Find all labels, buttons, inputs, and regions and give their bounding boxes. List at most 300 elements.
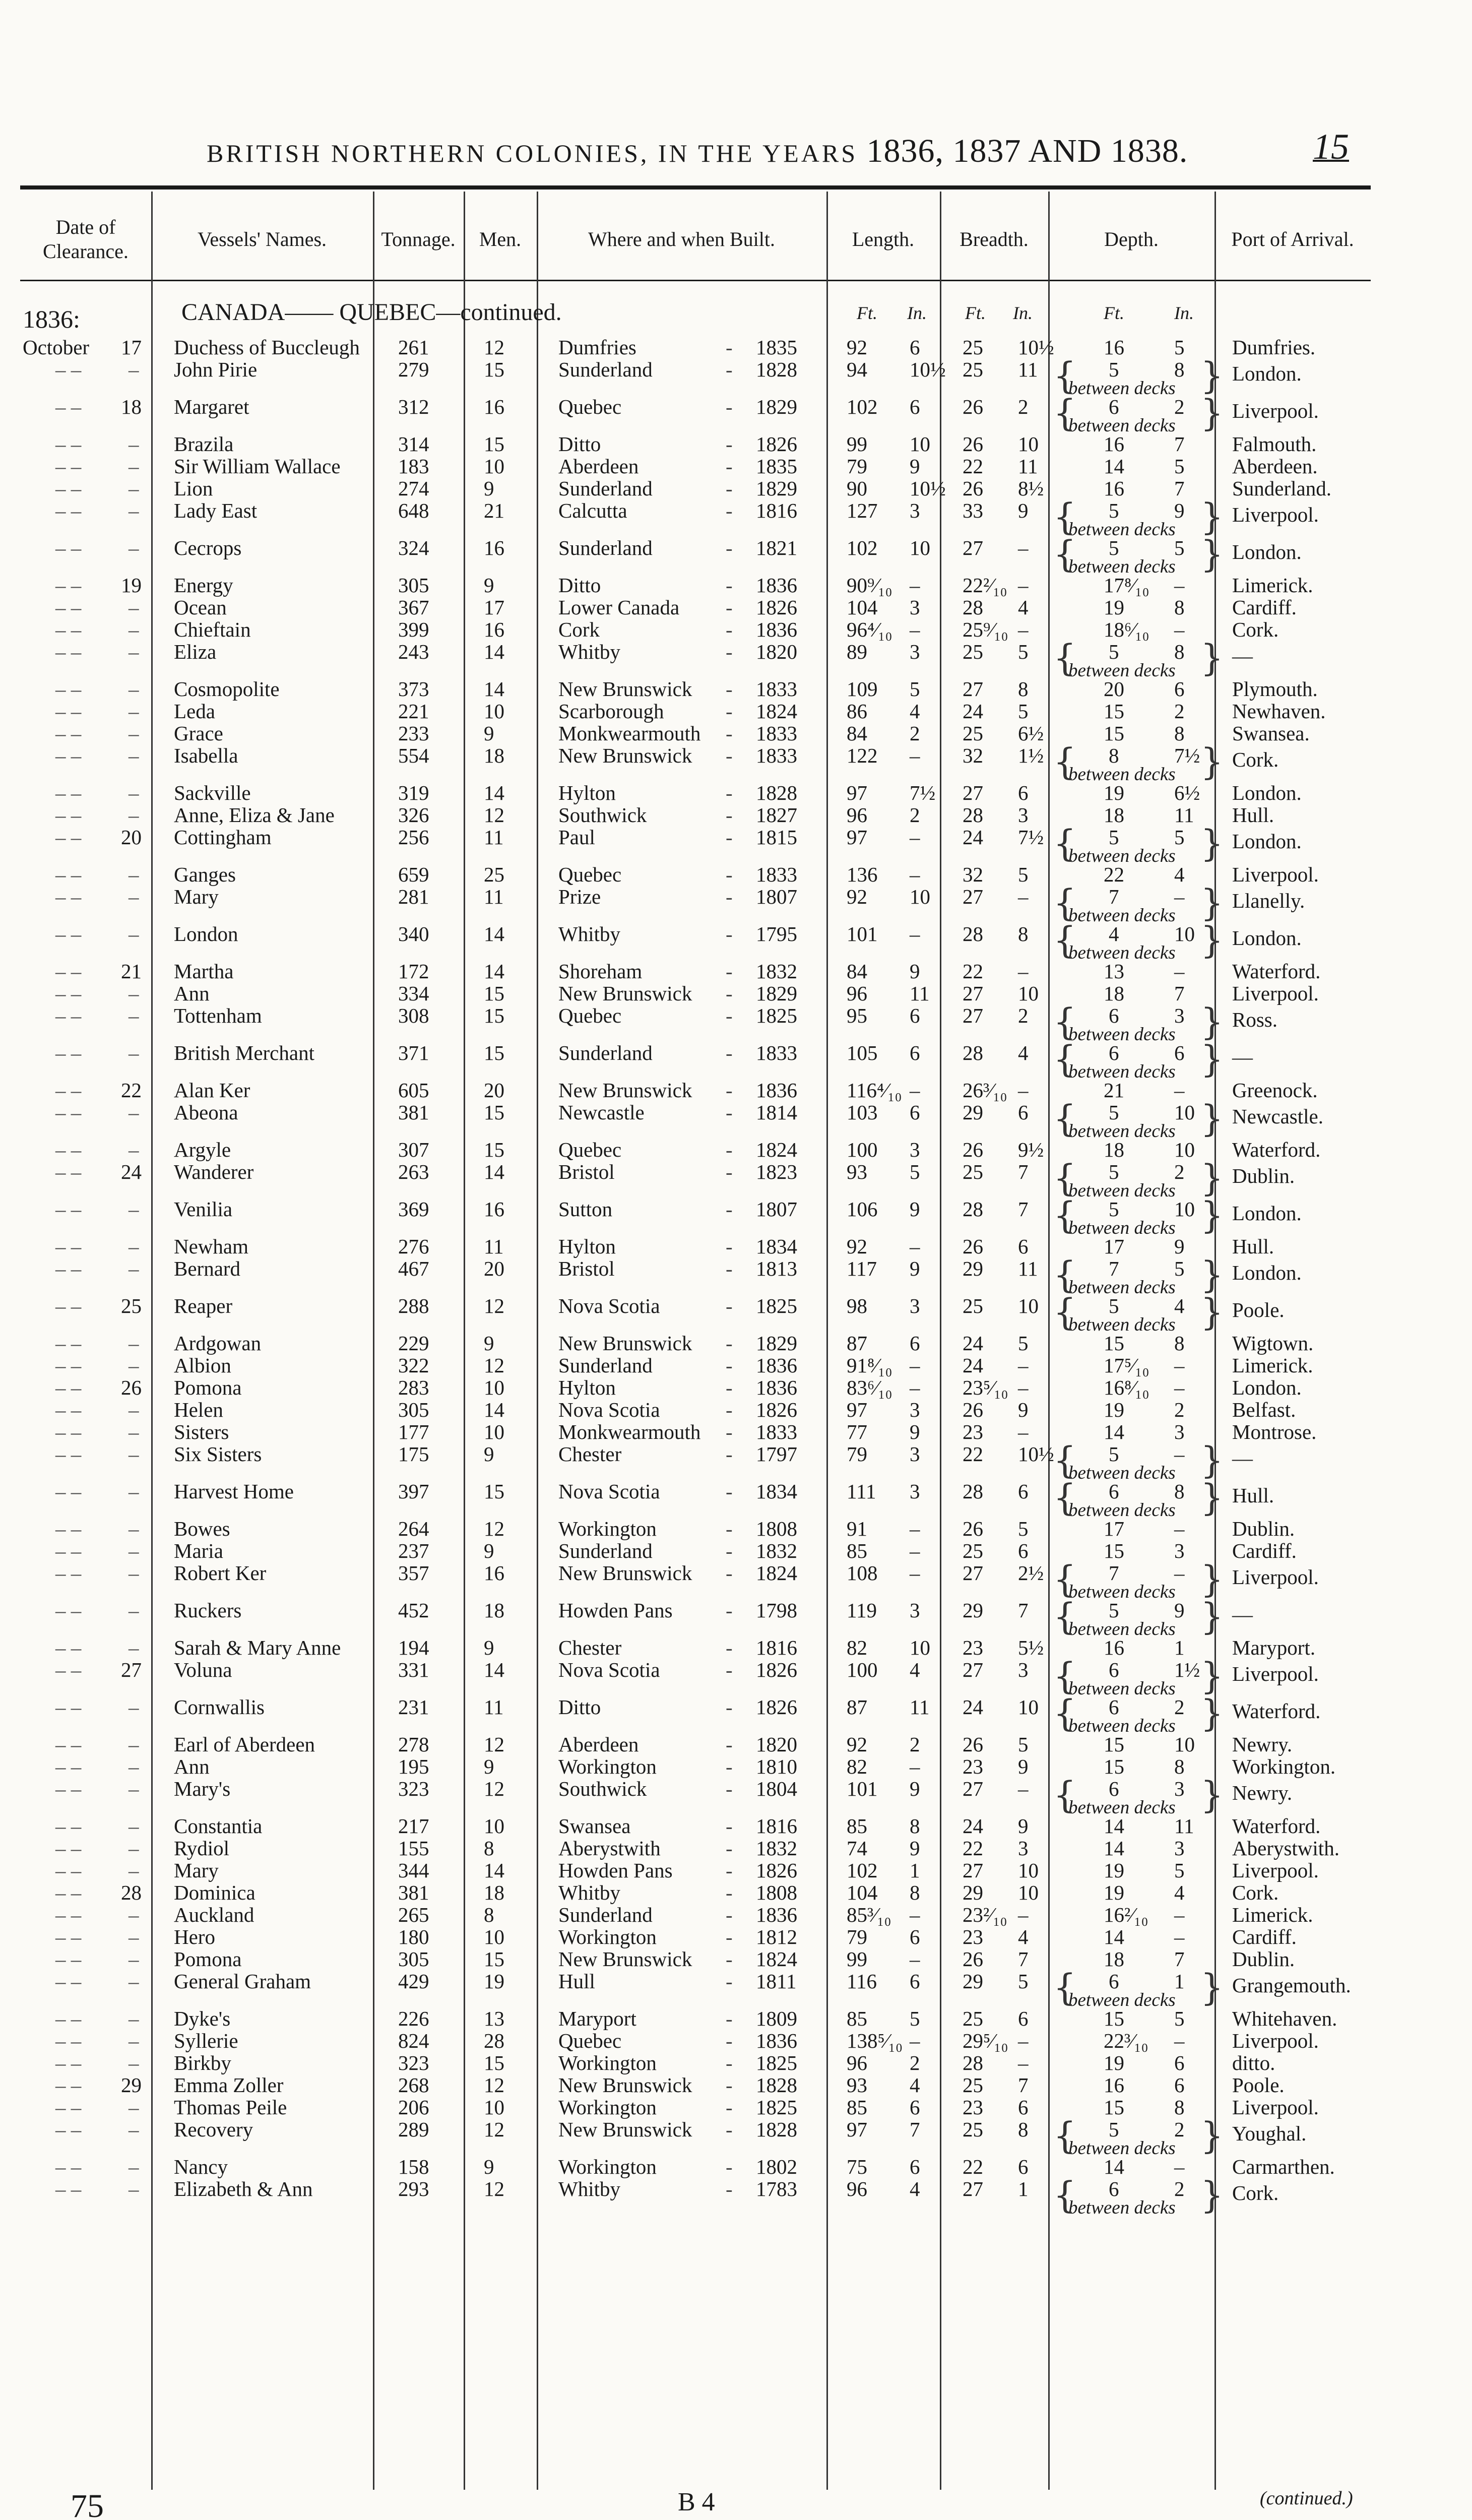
leader-dashes: - [726,1041,733,1064]
vessel-name: Recovery [174,2118,253,2141]
breadth-in: 9 [1018,1814,1029,1838]
ditto-dash: – – [55,2051,82,2074]
crew-count: 14 [484,640,504,663]
between-decks-label: between decks [1068,2138,1176,2159]
leader-dashes: - [726,536,733,559]
depth-ft: 6 [1109,395,1119,418]
depth-ft: 22 [1104,863,1124,886]
depth-in: 1 [1174,1970,1185,1993]
crew-count: 15 [484,432,504,456]
crew-count: 15 [484,982,504,1005]
breadth-ft: 27 [963,1658,983,1681]
depth-ft: 6 [1109,1658,1119,1681]
vessel-name: British Merchant [174,1041,314,1064]
build-year: 1834 [756,1480,797,1503]
build-year: 1816 [756,1636,797,1659]
crew-count: 12 [484,1354,504,1377]
breadth-ft: 24 [963,1354,983,1377]
port-of-arrival: — [1232,1045,1253,1068]
depth-in: 2 [1174,1398,1185,1421]
tonnage: 265 [398,1903,429,1926]
brace-right-icon: } [1200,1692,1224,1734]
build-year: 1835 [756,336,797,359]
breadth-ft: 28 [963,922,983,946]
build-year: 1828 [756,2118,797,2141]
depth-ft: 17 [1104,1235,1124,1258]
length-in: – [910,1079,920,1102]
port-of-arrival: Youghal. [1232,2122,1307,2145]
build-year: 1807 [756,885,797,908]
crew-count: 14 [484,1658,504,1681]
leader-dashes: - [726,677,733,701]
between-decks-label: between decks [1068,660,1176,681]
depth-ft: 8 [1109,744,1119,767]
length-ft: 75 [847,2155,867,2178]
length-in: – [910,1539,920,1562]
breadth-in: 7 [1018,1160,1029,1183]
length-ft: 90⁹⁄₁₀ [847,574,892,597]
breadth-ft: 26 [963,1138,983,1161]
ditto-dash: – – [55,1079,82,1102]
ditto-dash: – – [55,1442,82,1466]
build-place: Whitby [558,640,620,663]
vessel-name: Emma Zoller [174,2073,284,2097]
port-of-arrival: Hull. [1232,1484,1274,1507]
ditto-dash: – [129,744,139,767]
build-year: 1833 [756,677,797,701]
leader-dashes: - [726,2096,733,2119]
vessel-name: Cecrops [174,536,242,559]
ditto-dash: – – [55,781,82,804]
build-year: 1826 [756,1695,797,1719]
vessel-name: Auckland [174,1903,254,1926]
depth-in: – [1174,1376,1185,1399]
build-place: Howden Pans [558,1859,673,1882]
vessel-name: Mary [174,1859,219,1882]
port-of-arrival: Liverpool. [1232,1859,1319,1882]
between-decks-label: between decks [1068,846,1176,866]
crew-count: 14 [484,922,504,946]
build-place: Shoreham [558,960,643,983]
length-in: 9 [910,960,920,983]
breadth-in: 3 [1018,1658,1029,1681]
leader-dashes: - [726,1947,733,1971]
vessel-name: Lady East [174,499,258,522]
length-ft: 108 [847,1561,878,1585]
vessel-name: Grace [174,722,223,745]
crew-count: 10 [484,2096,504,2119]
brace-left-icon: { [1053,495,1076,538]
crew-count: 12 [484,803,504,827]
ditto-dash: – – [55,1517,82,1540]
build-year: 1783 [756,2177,797,2200]
tonnage: 172 [398,960,429,983]
build-year: 1836 [756,1903,797,1926]
port-of-arrival: Cork. [1232,748,1279,771]
port-of-arrival: Liverpool. [1232,399,1319,422]
depth-ft: 15 [1104,1755,1124,1778]
length-ft: 85 [847,1814,867,1838]
build-year: 1825 [756,2051,797,2074]
depth-ft: 15 [1104,2007,1124,2030]
ditto-dash: – [129,1561,139,1585]
ditto-dash: – – [55,1695,82,1719]
breadth-ft: 23⁵⁄₁₀ [963,1376,1008,1399]
leader-dashes: - [726,2155,733,2178]
length-ft: 95 [847,1004,867,1027]
length-ft: 79 [847,1925,867,1948]
breadth-ft: 29⁵⁄₁₀ [963,2029,1008,2052]
ditto-dash: – [129,432,139,456]
build-place: Whitby [558,2177,620,2200]
vessel-name: Thomas Peile [174,2096,287,2119]
length-in: 2 [910,803,920,827]
tonnage: 293 [398,2177,429,2200]
build-year: 1814 [756,1101,797,1124]
port-of-arrival: Falmouth. [1232,432,1317,456]
vessel-name: Elizabeth & Ann [174,2177,313,2200]
ditto-dash: – [129,2118,139,2141]
vessel-name: Cosmopolite [174,677,280,701]
port-of-arrival: — [1232,1446,1253,1470]
breadth-in: – [1018,960,1029,983]
clearance-day: 19 [121,574,142,597]
brace-right-icon: } [1200,1157,1224,1199]
breadth-ft: 32 [963,863,983,886]
length-in: 10 [910,432,930,456]
between-decks-label: between decks [1068,1678,1176,1699]
crew-count: 10 [484,455,504,478]
vessel-name: John Pirie [174,358,258,381]
build-year: 1798 [756,1599,797,1622]
tonnage: 261 [398,336,429,359]
length-in: – [910,618,920,641]
depth-in: 9 [1174,1235,1185,1258]
vessel-name: Six Sisters [174,1442,262,1466]
breadth-ft: 28 [963,2051,983,2074]
port-of-arrival: Ross. [1232,1008,1278,1031]
depth-in: 2 [1174,395,1185,418]
leader-dashes: - [726,395,733,418]
tonnage: 308 [398,1004,429,1027]
length-in: 6 [910,1925,920,1948]
brace-right-icon: } [1200,637,1224,679]
length-ft: 101 [847,922,878,946]
tonnage: 331 [398,1658,429,1681]
length-ft: 85 [847,2007,867,2030]
brace-left-icon: { [1053,2114,1076,2157]
port-of-arrival: Newry. [1232,1781,1293,1804]
depth-in: 6 [1174,1041,1185,1064]
build-place: Sunderland [558,477,653,500]
build-year: 1824 [756,700,797,723]
ditto-dash: – – [55,1599,82,1622]
length-in: – [910,1903,920,1926]
length-in: 3 [910,596,920,619]
length-ft: 99 [847,1947,867,1971]
tonnage: 323 [398,1777,429,1800]
breadth-in: – [1018,1420,1029,1443]
brace-left-icon: { [1053,533,1076,575]
leader-dashes: - [726,1332,733,1355]
breadth-in: 11 [1018,1257,1038,1280]
breadth-ft: 25 [963,722,983,745]
leader-dashes: - [726,1376,733,1399]
title-text: BRITISH NORTHERN COLONIES, IN THE YEARS [207,139,858,167]
length-ft: 100 [847,1138,878,1161]
port-of-arrival: Hull. [1232,1235,1274,1258]
port-of-arrival: Liverpool. [1232,982,1319,1005]
depth-ft: 15 [1104,1539,1124,1562]
length-ft: 103 [847,1101,878,1124]
build-place: Workington [558,2096,657,2119]
tonnage: 659 [398,863,429,886]
brace-left-icon: { [1053,1157,1076,1199]
port-of-arrival: Dublin. [1232,1517,1295,1540]
leader-dashes: - [726,1881,733,1904]
ditto-dash: – – [55,1881,82,1904]
port-of-arrival: Hull. [1232,803,1274,827]
build-year: 1833 [756,863,797,886]
leader-dashes: - [726,826,733,849]
tonnage: 256 [398,826,429,849]
length-in: 9 [910,1198,920,1221]
build-year: 1826 [756,1658,797,1681]
ditto-dash: – – [55,2177,82,2200]
ditto-dash: – [129,1442,139,1466]
crew-count: 15 [484,2051,504,2074]
clearance-month: October [23,336,90,359]
length-in: 3 [910,499,920,522]
depth-in: 2 [1174,2118,1185,2141]
depth-in: 8 [1174,1755,1185,1778]
length-ft: 90 [847,477,867,500]
build-year: 1833 [756,1041,797,1064]
depth-in: 4 [1174,1881,1185,1904]
between-decks-label: between decks [1068,1180,1176,1201]
depth-ft: 15 [1104,1733,1124,1756]
crew-count: 12 [484,2118,504,2141]
breadth-ft: 25 [963,1539,983,1562]
ditto-dash: – [129,1257,139,1280]
depth-ft: 14 [1104,1420,1124,1443]
length-ft: 96⁴⁄₁₀ [847,618,892,641]
length-ft: 101 [847,1777,878,1800]
tonnage: 312 [398,395,429,418]
leader-dashes: - [726,1517,733,1540]
build-place: Sunderland [558,536,653,559]
length-in: 2 [910,722,920,745]
ditto-dash: – – [55,455,82,478]
ditto-dash: – – [55,722,82,745]
build-year: 1820 [756,1733,797,1756]
build-place: Swansea [558,1814,631,1838]
breadth-in: 9 [1018,1398,1029,1421]
leader-dashes: - [726,1636,733,1659]
depth-in: 1½ [1174,1658,1200,1681]
ditto-dash: – – [55,1777,82,1800]
length-in: – [910,863,920,886]
ditto-dash: – [129,1539,139,1562]
ditto-dash: – – [55,1198,82,1221]
build-place: Southwick [558,1777,647,1800]
length-ft: 91 [847,1517,867,1540]
clearance-day: 24 [121,1160,142,1183]
brace-right-icon: } [1200,1038,1224,1080]
breadth-ft: 24 [963,826,983,849]
crew-count: 12 [484,336,504,359]
leader-dashes: - [726,863,733,886]
breadth-in: 5 [1018,1517,1029,1540]
crew-count: 16 [484,1198,504,1221]
build-year: 1824 [756,1561,797,1585]
depth-ft: 14 [1104,1814,1124,1838]
breadth-ft: 23 [963,1636,983,1659]
length-in: 3 [910,1442,920,1466]
between-decks-label: between decks [1068,1463,1176,1483]
port-of-arrival: Newry. [1232,1733,1293,1756]
breadth-ft: 29 [963,1970,983,1993]
breadth-ft: 24 [963,1814,983,1838]
ditto-dash: – [129,1599,139,1622]
breadth-in: 8 [1018,922,1029,946]
length-in: – [910,826,920,849]
leader-dashes: - [726,1480,733,1503]
crew-count: 16 [484,395,504,418]
length-ft: 97 [847,826,867,849]
breadth-ft: 27 [963,1561,983,1585]
ditto-dash: – [129,1733,139,1756]
length-ft: 136 [847,863,878,886]
col-header-men: Men. [479,228,522,250]
leader-dashes: - [726,1354,733,1377]
tonnage: 381 [398,1101,429,1124]
length-ft: 77 [847,1420,867,1443]
depth-in: 6 [1174,677,1185,701]
build-place: Nova Scotia [558,1480,660,1503]
length-ft: 109 [847,677,878,701]
brace-right-icon: } [1200,2114,1224,2157]
leader-dashes: - [726,885,733,908]
crew-count: 12 [484,2177,504,2200]
build-year: 1815 [756,826,797,849]
build-year: 1804 [756,1777,797,1800]
ditto-dash: – [129,2096,139,2119]
build-year: 1827 [756,803,797,827]
between-decks-label: between decks [1068,556,1176,577]
vessel-name: Mary's [174,1777,231,1800]
leader-dashes: - [726,2007,733,2030]
build-year: 1832 [756,1539,797,1562]
between-decks-label: between decks [1068,1024,1176,1045]
length-in: 5 [910,2007,920,2030]
tonnage: 322 [398,1354,429,1377]
crew-count: 8 [484,1903,494,1926]
breadth-in: 6 [1018,781,1029,804]
build-year: 1810 [756,1755,797,1778]
length-ft: 91⁸⁄₁₀ [847,1354,892,1377]
length-in: 6 [910,2096,920,2119]
depth-ft: 16 [1104,1636,1124,1659]
length-in: – [910,2029,920,2052]
build-place: Chester [558,1636,622,1659]
depth-in: 10 [1174,1198,1195,1221]
breadth-in: 10 [1018,432,1039,456]
clearance-day: 29 [121,2073,142,2097]
depth-in: – [1174,2029,1185,2052]
ditto-dash: – – [55,536,82,559]
length-in: 10 [910,1636,930,1659]
length-in: 7 [910,2118,920,2141]
port-of-arrival: Wigtown. [1232,1332,1314,1355]
breadth-in: 9 [1018,499,1029,522]
breadth-ft: 26 [963,395,983,418]
brace-right-icon: } [1200,1966,1224,2008]
clearance-day: 17 [121,336,142,359]
build-year: 1826 [756,432,797,456]
breadth-in: 10 [1018,1881,1039,1904]
build-place: Cork [558,618,600,641]
ditto-dash: – – [55,700,82,723]
breadth-ft: 25 [963,1294,983,1317]
depth-in: 10 [1174,1733,1195,1756]
breadth-in: 5 [1018,700,1029,723]
depth-in: 11 [1174,1814,1194,1838]
breadth-ft: 25 [963,358,983,381]
port-of-arrival: Newcastle. [1232,1105,1323,1128]
port-of-arrival: Limerick. [1232,574,1313,597]
depth-ft: 5 [1109,1599,1119,1622]
crew-count: 10 [484,1376,504,1399]
tonnage: 274 [398,477,429,500]
ditto-dash: – [129,1480,139,1503]
breadth-in: 6½ [1018,722,1044,745]
ditto-dash: – [129,781,139,804]
tonnage: 226 [398,2007,429,2030]
depth-ft: 16 [1104,477,1124,500]
ditto-dash: – – [55,1480,82,1503]
vessel-name: Venilia [174,1198,233,1221]
vessel-name: Harvest Home [174,1480,294,1503]
build-place: New Brunswick [558,1332,692,1355]
build-year: 1836 [756,574,797,597]
depth-in: 2 [1174,1160,1185,1183]
build-year: 1835 [756,455,797,478]
breadth-in: 11 [1018,455,1038,478]
length-in: 7½ [910,781,936,804]
ditto-dash: – [129,1903,139,1926]
depth-ft: 16²⁄₁₀ [1104,1903,1148,1926]
length-ft: 111 [847,1480,876,1503]
build-year: 1816 [756,499,797,522]
continued-note: (continued.) [1260,2488,1353,2509]
tonnage: 371 [398,1041,429,1064]
breadth-in: 8 [1018,2118,1029,2141]
ditto-dash: – [129,1755,139,1778]
ditto-dash: – – [55,1837,82,1860]
depth-ft: 17 [1104,1517,1124,1540]
brace-right-icon: } [1200,495,1224,538]
vessel-name: General Graham [174,1970,311,1993]
breadth-ft: 22 [963,960,983,983]
leader-dashes: - [726,640,733,663]
leader-dashes: - [726,803,733,827]
vessel-name: Bernard [174,1257,241,1280]
build-place: Chester [558,1442,622,1466]
depth-ft: 14 [1104,455,1124,478]
ditto-dash: – – [55,1398,82,1421]
breadth-in: – [1018,1903,1029,1926]
